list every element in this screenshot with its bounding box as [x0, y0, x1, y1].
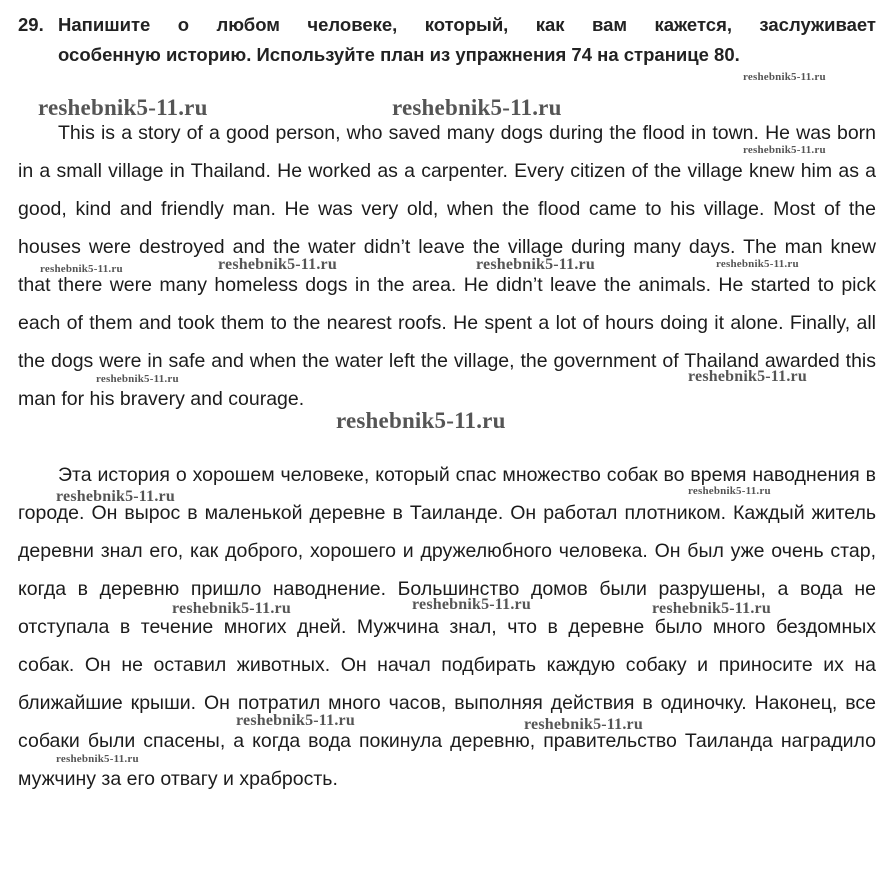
task-number: 29. [18, 14, 44, 35]
watermark: reshebnik5-11.ru [688, 485, 771, 497]
watermark: reshebnik5-11.ru [38, 95, 208, 120]
watermark: reshebnik5-11.ru [524, 716, 643, 733]
english-paragraph: This is a story of a good person, who saved many dogs during the flood in town. He was born in a small village in Thailand. He worked as a carpenter. Every citizen of the village knew him as a good, kind and friendly man. He was very old, when the flood came to his village. Most of the houses were destroyed and the water didn’t leave the village during many days. The man knew that there were many homeless dogs in the area. He didn’t leave the animals. He started to pick each of them and took them to the nearest roofs. He spent a lot of hours doing it alone. Finally, all the dogs were in safe and when the water left the village, the government of Thailand awarded this man for his bravery and courage. [18, 122, 876, 410]
task-prompt [18, 10, 876, 70]
watermark: reshebnik5-11.ru [716, 258, 799, 270]
watermark: reshebnik5-11.ru [392, 95, 562, 120]
watermark: reshebnik5-11.ru [743, 71, 826, 83]
watermark: reshebnik5-11.ru [743, 144, 826, 156]
watermark: reshebnik5-11.ru [688, 368, 807, 385]
task-text-line2: особенную историю. Используйте план из упражнения 74 на странице 80. [58, 44, 740, 65]
watermark: reshebnik5-11.ru [96, 373, 179, 385]
russian-paragraph: Эта история о хорошем человеке, который спас множество собак во время наводнения в городе. Он вырос в маленькой деревне в Таиланде. Он работал плотником. Каждый житель деревни знал его, как доброго, хорошего и дружелюбного человека. Он был уже очень стар, когда в деревню пришло наводнение. Большинство домов были разрушены, а вода не отступала в течение многих дней. Мужчина знал, что в деревне было много бездомных собак. Он не оставил животных. Он начал подбирать каждую собаку и приносите их на ближайшие крыши. Он потратил много часов, выполняя действия в одиночку. Наконец, все собаки были спасены, а когда вода покинула деревню, правительство Таиланда наградило мужчину за его отвагу и храбрость. [18, 464, 876, 790]
watermark: reshebnik5-11.ru [218, 256, 337, 273]
watermark: reshebnik5-11.ru [412, 596, 531, 613]
watermark: reshebnik5-11.ru [172, 600, 291, 617]
task-text-line1: Напишите о любом человеке, который, как вам кажется, заслуживает [58, 14, 876, 35]
watermark: reshebnik5-11.ru [40, 263, 123, 275]
watermark: reshebnik5-11.ru [476, 256, 595, 273]
task-text [18, 10, 876, 70]
watermark: reshebnik5-11.ru [56, 753, 139, 765]
watermark: reshebnik5-11.ru [56, 488, 175, 505]
watermark: reshebnik5-11.ru [336, 408, 506, 433]
watermark: reshebnik5-11.ru [652, 600, 771, 617]
watermark: reshebnik5-11.ru [236, 712, 355, 729]
